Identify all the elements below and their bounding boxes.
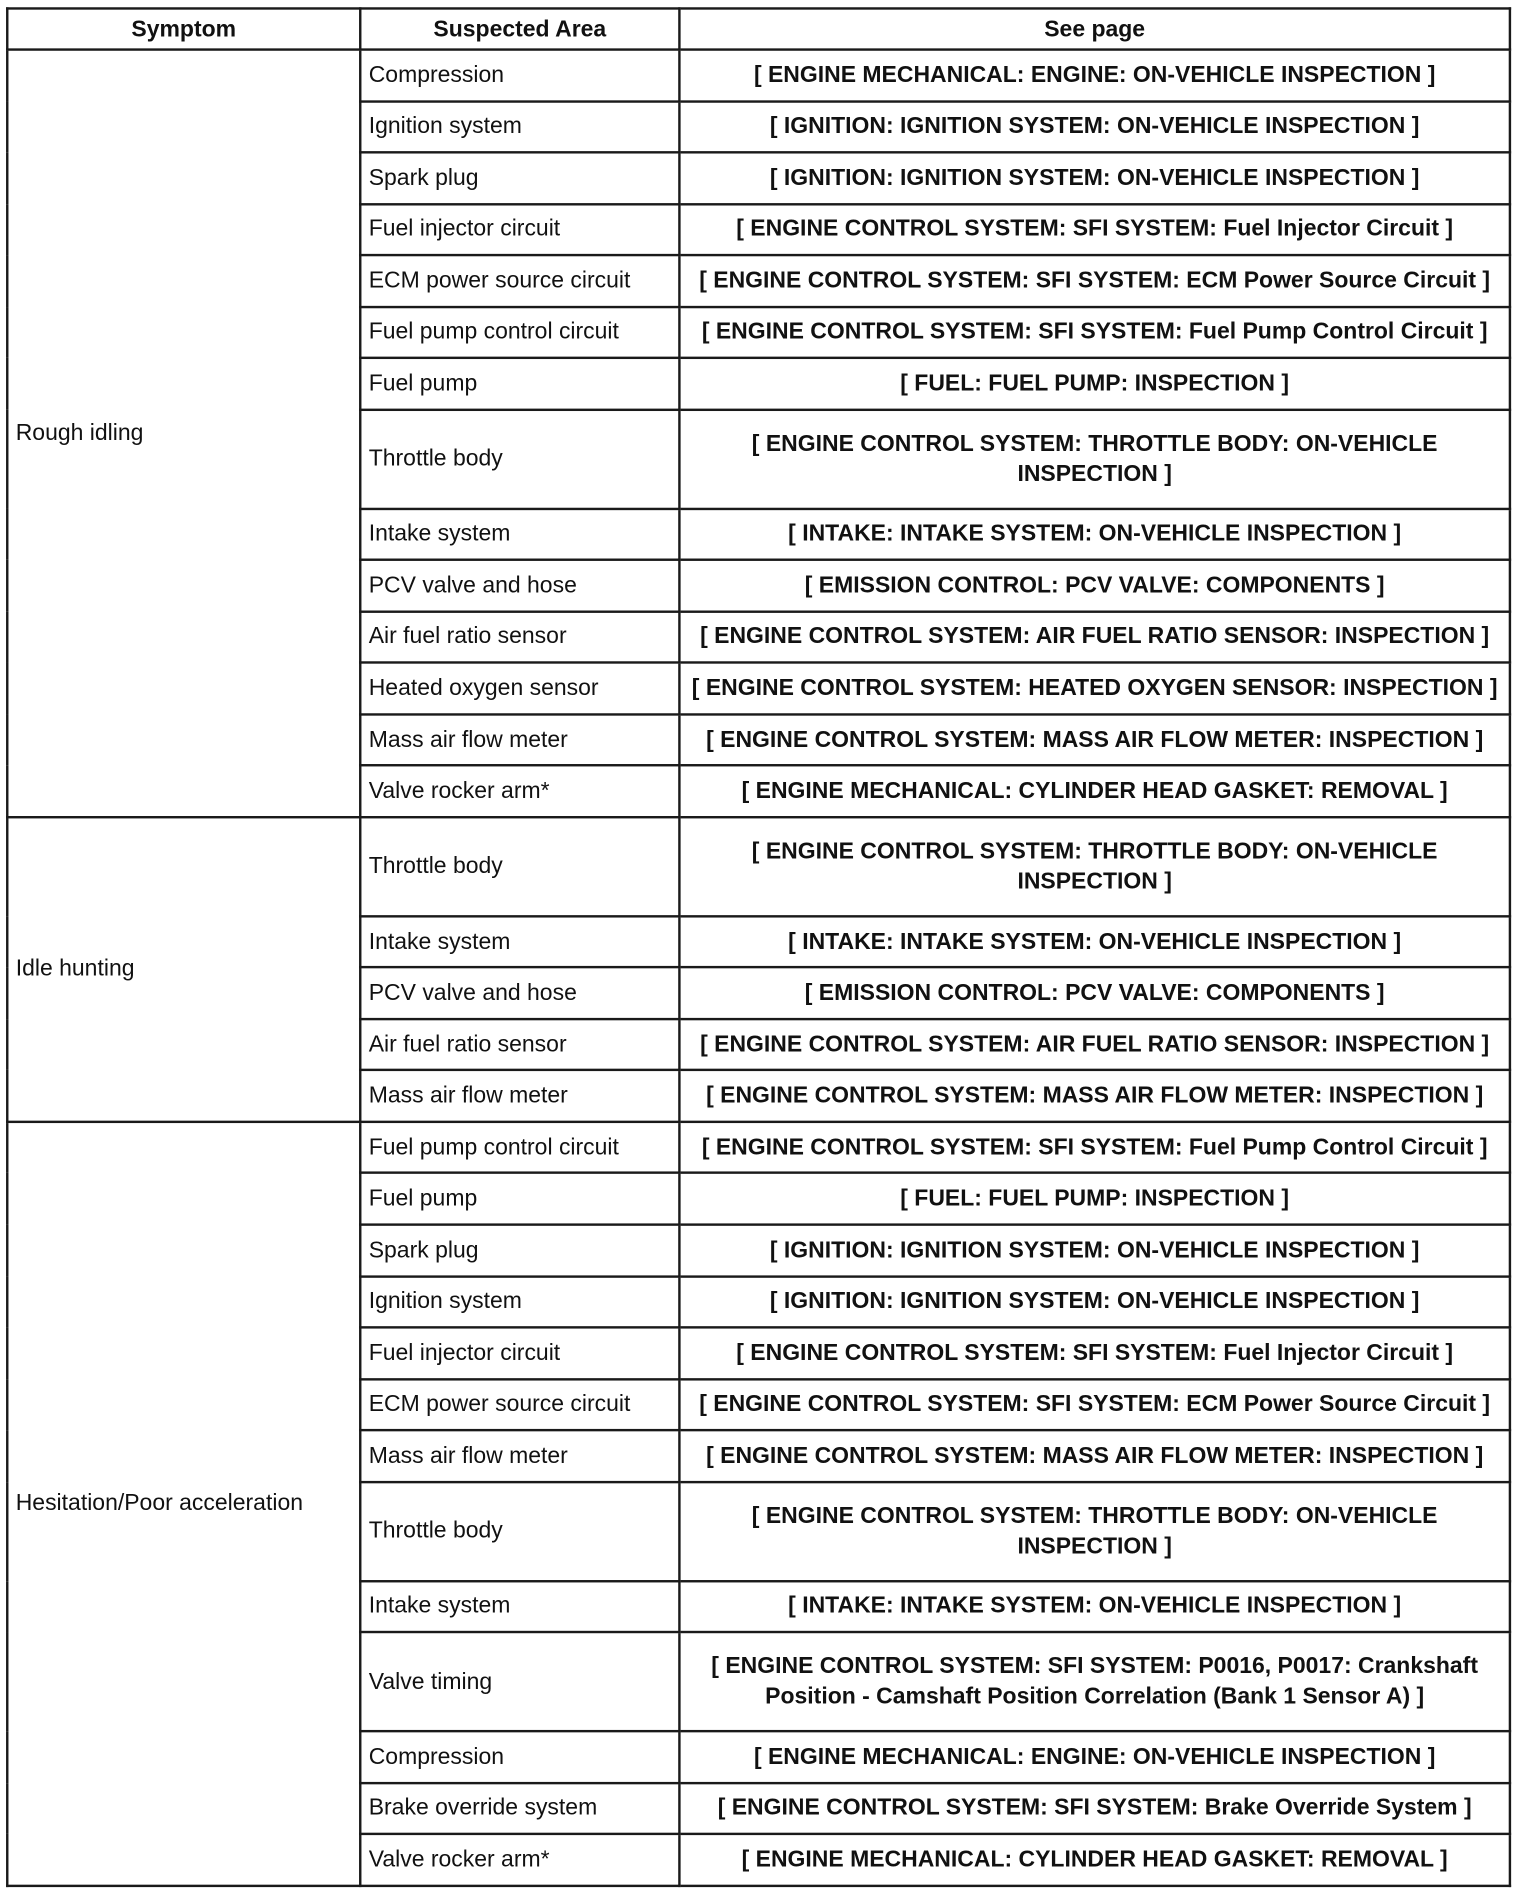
see-page-link[interactable]: [ INTAKE: INTAKE SYSTEM: ON-VEHICLE INSPECTION ]	[679, 1581, 1510, 1632]
see-page-link[interactable]: [ FUEL: FUEL PUMP: INSPECTION ]	[679, 358, 1510, 409]
see-page-link[interactable]: [ EMISSION CONTROL: PCV VALVE: COMPONENTS ]	[679, 560, 1510, 611]
see-page-link[interactable]: [ ENGINE CONTROL SYSTEM: SFI SYSTEM: ECM Power Source Circuit ]	[679, 1379, 1510, 1430]
see-page-link[interactable]: [ IGNITION: IGNITION SYSTEM: ON-VEHICLE INSPECTION ]	[679, 1225, 1510, 1276]
table-row	[7, 1122, 1510, 1173]
suspected-area-cell: Heated oxygen sensor	[360, 663, 679, 714]
suspected-area-cell: ECM power source circuit	[360, 255, 679, 306]
suspected-area-cell: Fuel injector circuit	[360, 204, 679, 255]
see-page-link[interactable]: [ ENGINE CONTROL SYSTEM: THROTTLE BODY: ON-VEHICLE INSPECTION ]	[679, 817, 1510, 916]
see-page-link[interactable]: [ INTAKE: INTAKE SYSTEM: ON-VEHICLE INSPECTION ]	[679, 509, 1510, 560]
suspected-area-cell: Throttle body	[360, 817, 679, 916]
symptom-table	[6, 7, 1511, 1887]
see-page-link[interactable]: [ ENGINE CONTROL SYSTEM: AIR FUEL RATIO SENSOR: INSPECTION ]	[679, 1019, 1510, 1070]
suspected-area-cell: Fuel pump	[360, 1173, 679, 1224]
suspected-area-cell: Intake system	[360, 916, 679, 967]
suspected-area-cell: Mass air flow meter	[360, 1070, 679, 1121]
table-body	[7, 50, 1510, 1886]
suspected-area-cell: Mass air flow meter	[360, 714, 679, 765]
header-see-page: See page	[679, 8, 1510, 49]
symptom-hesitation-poor-acceleration: Hesitation/Poor acceleration	[7, 1122, 360, 1886]
suspected-area-cell: Air fuel ratio sensor	[360, 1019, 679, 1070]
header-row	[7, 8, 1510, 49]
see-page-link[interactable]: [ ENGINE CONTROL SYSTEM: MASS AIR FLOW METER: INSPECTION ]	[679, 1070, 1510, 1121]
see-page-link[interactable]: [ IGNITION: IGNITION SYSTEM: ON-VEHICLE INSPECTION ]	[679, 152, 1510, 203]
symptom-idle-hunting: Idle hunting	[7, 817, 360, 1122]
see-page-link[interactable]: [ ENGINE CONTROL SYSTEM: THROTTLE BODY: ON-VEHICLE INSPECTION ]	[679, 409, 1510, 508]
see-page-link[interactable]: [ ENGINE CONTROL SYSTEM: MASS AIR FLOW METER: INSPECTION ]	[679, 714, 1510, 765]
table-row	[7, 817, 1510, 916]
see-page-link[interactable]: [ ENGINE CONTROL SYSTEM: AIR FUEL RATIO SENSOR: INSPECTION ]	[679, 611, 1510, 662]
see-page-link[interactable]: [ ENGINE MECHANICAL: CYLINDER HEAD GASKET: REMOVAL ]	[679, 766, 1510, 817]
see-page-link[interactable]: [ ENGINE CONTROL SYSTEM: THROTTLE BODY: ON-VEHICLE INSPECTION ]	[679, 1482, 1510, 1581]
suspected-area-cell: ECM power source circuit	[360, 1379, 679, 1430]
suspected-area-cell: Compression	[360, 50, 679, 101]
header-symptom: Symptom	[7, 8, 360, 49]
symptom-rough-idling: Rough idling	[7, 50, 360, 817]
suspected-area-cell: Brake override system	[360, 1783, 679, 1834]
suspected-area-cell: Intake system	[360, 509, 679, 560]
see-page-link[interactable]: [ ENGINE CONTROL SYSTEM: SFI SYSTEM: Fuel Injector Circuit ]	[679, 1327, 1510, 1378]
suspected-area-cell: Ignition system	[360, 101, 679, 152]
see-page-link[interactable]: [ ENGINE CONTROL SYSTEM: SFI SYSTEM: Fuel Pump Control Circuit ]	[679, 307, 1510, 358]
see-page-link[interactable]: [ ENGINE CONTROL SYSTEM: HEATED OXYGEN SENSOR: INSPECTION ]	[679, 663, 1510, 714]
see-page-link[interactable]: [ ENGINE CONTROL SYSTEM: SFI SYSTEM: P0016, P0017: Crankshaft Position - Camshaft Position Correlation (Bank 1 Sensor A) ]	[679, 1632, 1510, 1731]
suspected-area-cell: Valve timing	[360, 1632, 679, 1731]
see-page-link[interactable]: [ ENGINE CONTROL SYSTEM: MASS AIR FLOW METER: INSPECTION ]	[679, 1430, 1510, 1481]
see-page-link[interactable]: [ ENGINE CONTROL SYSTEM: SFI SYSTEM: Fuel Injector Circuit ]	[679, 204, 1510, 255]
see-page-link[interactable]: [ FUEL: FUEL PUMP: INSPECTION ]	[679, 1173, 1510, 1224]
suspected-area-cell: Ignition system	[360, 1276, 679, 1327]
suspected-area-cell: Spark plug	[360, 1225, 679, 1276]
see-page-link[interactable]: [ ENGINE CONTROL SYSTEM: SFI SYSTEM: Fuel Pump Control Circuit ]	[679, 1122, 1510, 1173]
suspected-area-cell: Intake system	[360, 1581, 679, 1632]
suspected-area-cell: PCV valve and hose	[360, 560, 679, 611]
see-page-link[interactable]: [ ENGINE CONTROL SYSTEM: SFI SYSTEM: Brake Override System ]	[679, 1783, 1510, 1834]
see-page-link[interactable]: [ ENGINE MECHANICAL: CYLINDER HEAD GASKET: REMOVAL ]	[679, 1834, 1510, 1886]
see-page-link[interactable]: [ IGNITION: IGNITION SYSTEM: ON-VEHICLE INSPECTION ]	[679, 1276, 1510, 1327]
suspected-area-cell: Fuel pump	[360, 358, 679, 409]
see-page-link[interactable]: [ ENGINE MECHANICAL: ENGINE: ON-VEHICLE INSPECTION ]	[679, 1731, 1510, 1782]
see-page-link[interactable]: [ IGNITION: IGNITION SYSTEM: ON-VEHICLE INSPECTION ]	[679, 101, 1510, 152]
suspected-area-cell: Air fuel ratio sensor	[360, 611, 679, 662]
suspected-area-cell: Valve rocker arm*	[360, 766, 679, 817]
suspected-area-cell: Compression	[360, 1731, 679, 1782]
see-page-link[interactable]: [ ENGINE CONTROL SYSTEM: SFI SYSTEM: ECM Power Source Circuit ]	[679, 255, 1510, 306]
see-page-link[interactable]: [ INTAKE: INTAKE SYSTEM: ON-VEHICLE INSPECTION ]	[679, 916, 1510, 967]
suspected-area-cell: Spark plug	[360, 152, 679, 203]
suspected-area-cell: Fuel injector circuit	[360, 1327, 679, 1378]
header-suspected-area: Suspected Area	[360, 8, 679, 49]
table-row	[7, 50, 1510, 101]
suspected-area-cell: Valve rocker arm*	[360, 1834, 679, 1886]
see-page-link[interactable]: [ EMISSION CONTROL: PCV VALVE: COMPONENTS ]	[679, 967, 1510, 1018]
suspected-area-cell: PCV valve and hose	[360, 967, 679, 1018]
see-page-link[interactable]: [ ENGINE MECHANICAL: ENGINE: ON-VEHICLE INSPECTION ]	[679, 50, 1510, 101]
suspected-area-cell: Mass air flow meter	[360, 1430, 679, 1481]
suspected-area-cell: Fuel pump control circuit	[360, 1122, 679, 1173]
suspected-area-cell: Throttle body	[360, 1482, 679, 1581]
suspected-area-cell: Fuel pump control circuit	[360, 307, 679, 358]
suspected-area-cell: Throttle body	[360, 409, 679, 508]
